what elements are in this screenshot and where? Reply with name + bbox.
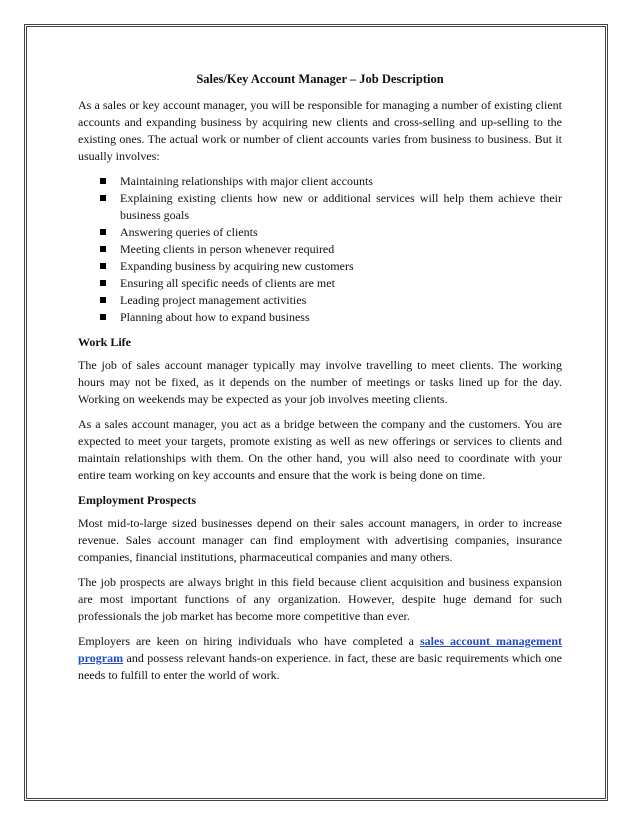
list-item-text: Maintaining relationships with major client accounts [120,174,373,188]
employment-paragraph-2: The job prospects are always bright in this field because client acquisition and business expansion are most important functions of any organization. However, despite huge demand for such professionals the job market has become more competitive than ever. [78,575,562,623]
employment-paragraph-1: Most mid-to-large sized businesses depend on their sales account managers, in order to increase revenue. Sales account manager can find employment with advertising companies, insurance companies, financial institutions, pharmaceutical companies and many others. [78,516,562,564]
list-item [100,241,562,258]
square-bullet-icon [100,246,106,252]
list-item [100,224,562,241]
work-life-heading: Work Life [78,335,131,349]
list-item [100,258,562,275]
work-life-paragraph-1: The job of sales account manager typically may involve travelling to meet clients. The working hours may not be fixed, as it depends on the number of meetings or tasks lined up for the day. Working on weekends may be expected as your job involves meeting clients. [78,358,562,406]
document-body [78,72,562,692]
document-title: Sales/Key Account Manager – Job Description [196,72,444,86]
list-item-text: Explaining existing clients how new or additional services will help them achieve their business goals [120,191,562,222]
paragraph-text-before-link: Employers are keen on hiring individuals who have completed a [78,634,420,648]
list-item-text: Planning about how to expand business [120,310,310,324]
list-item [100,309,562,326]
duties-list [78,173,562,326]
square-bullet-icon [100,263,106,269]
list-item-text: Meeting clients in person whenever required [120,242,335,256]
intro-paragraph: As a sales or key account manager, you will be responsible for managing a number of existing client accounts and expanding business by acquiring new clients and cross-selling and up-selling to the existing ones. The actual work or number of client accounts varies from business to business. But it usually involves: [78,98,562,163]
square-bullet-icon [100,195,106,201]
employment-prospects-heading: Employment Prospects [78,493,197,507]
square-bullet-icon [100,229,106,235]
list-item-text: Ensuring all specific needs of clients are met [120,276,335,290]
list-item-text: Leading project management activities [120,293,307,307]
list-item [100,275,562,292]
sales-account-management-program-link[interactable]: sales account management program [78,634,562,665]
work-life-paragraph-2: As a sales account manager, you act as a bridge between the company and the customers. You are expected to meet your targets, promote existing as well as new offerings or services to clients and maintain relationships with them. On the other hand, you will also need to coordinate with your entire team working on key accounts and ensure that the work is being done on time. [78,417,562,482]
paragraph-text-after-link: and possess relevant hands-on experience. in fact, these are basic requirements which one needs to fulfill to enter the world of work. [78,651,562,682]
list-item [100,173,562,190]
square-bullet-icon [100,280,106,286]
list-item-text: Answering queries of clients [120,225,258,239]
square-bullet-icon [100,297,106,303]
square-bullet-icon [100,314,106,320]
square-bullet-icon [100,178,106,184]
list-item [100,190,562,224]
list-item-text: Expanding business by acquiring new customers [120,259,354,273]
list-item [100,292,562,309]
employment-paragraph-3 [78,633,562,684]
